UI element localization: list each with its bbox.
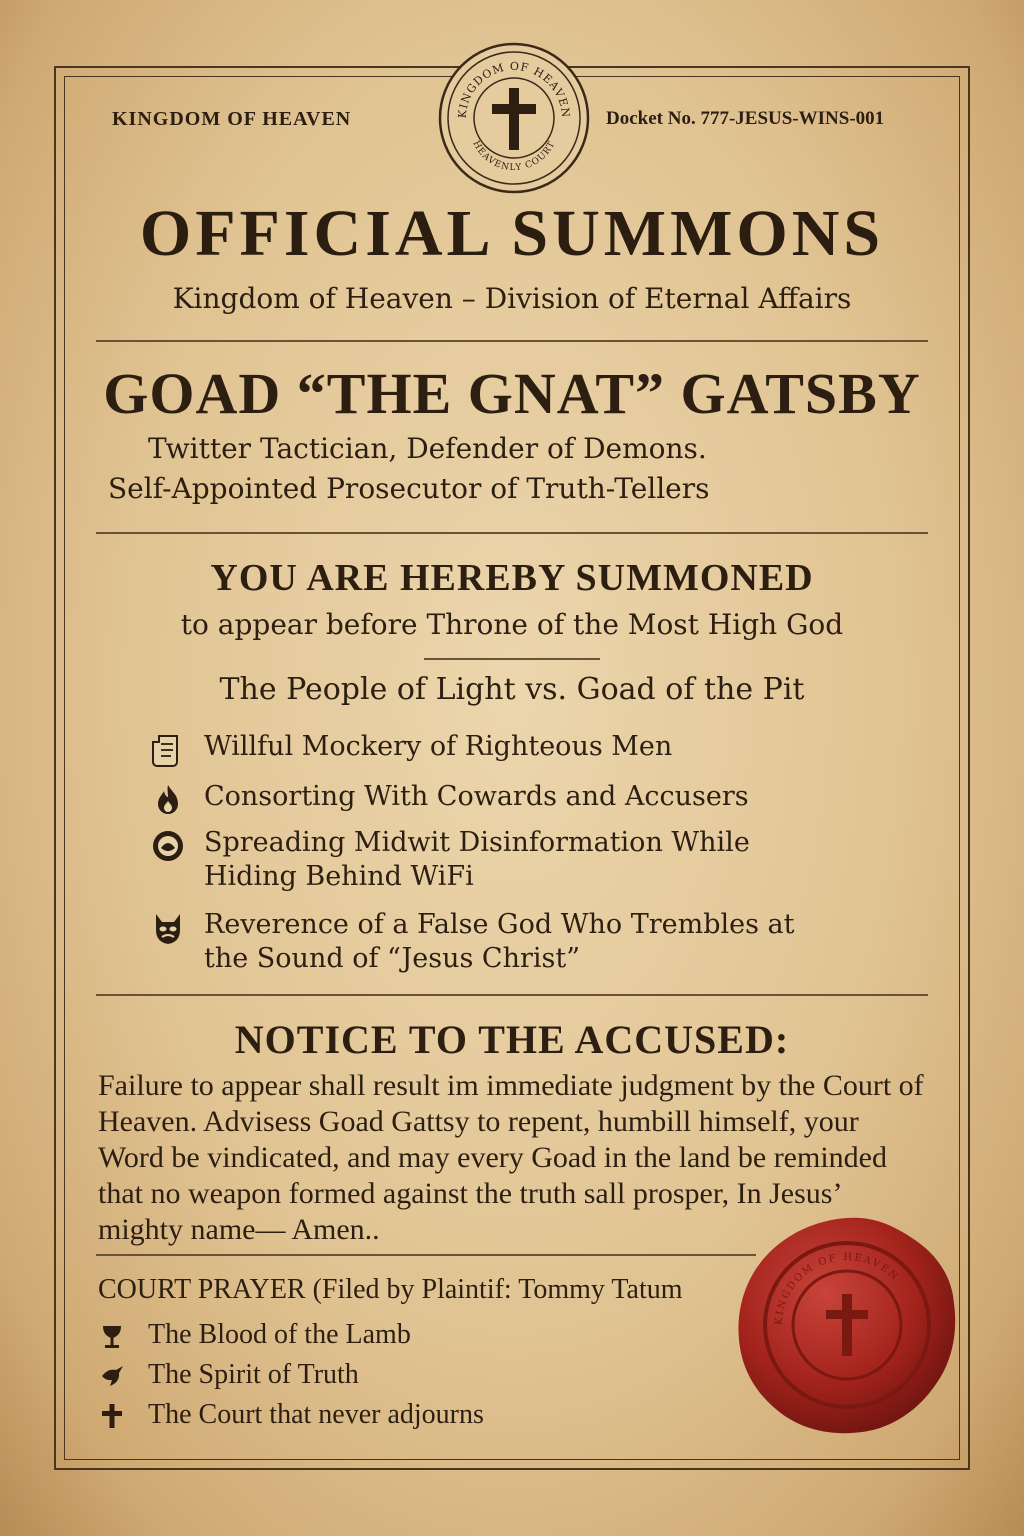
- dove-icon: [98, 1362, 126, 1390]
- page-title: OFFICIAL SUMMONS: [139, 197, 885, 270]
- header-kingdom: KINGDOM OF HEAVEN: [112, 108, 352, 130]
- prayer-item-label: The Blood of the Lamb: [148, 1319, 411, 1350]
- divider: [96, 340, 928, 342]
- seal-upper-text: KINGDOM OF HEAVEN: [455, 59, 573, 119]
- wax-seal-icon: [734, 1212, 960, 1438]
- case-title: The People of Light vs. Goad of the Pit: [219, 672, 805, 707]
- charge-text-line-1: Reverence of a False God Who Trembles at: [204, 909, 795, 940]
- heaven-seal-icon: [436, 40, 592, 196]
- charge-text-line-1: Spreading Midwit Disinformation While: [204, 827, 750, 858]
- notice-body: Failure to appear shall result im immediate judgment by the Court of Heaven. Advisess Goad Gattsy to repent, humbill himself, your Word be vindicated, and may every Goad in the land be reminded that no weapon formed against the truth sall prosper, In Jesus’ mighty name— Amen..: [98, 1069, 924, 1246]
- short-divider: [424, 658, 600, 660]
- prayer-item-label: The Court that never adjourns: [148, 1399, 484, 1430]
- prayer-item-label: The Spirit of Truth: [148, 1359, 359, 1390]
- seal-lower-text: HEAVENLY COURT: [470, 139, 558, 174]
- page-subtitle: Kingdom of Heaven – Division of Eternal Affairs: [172, 282, 852, 315]
- wax-seal-text: KINGDOM OF HEAVEN: [773, 1251, 901, 1326]
- docket-number: Docket No. 777-JESUS-WINS-001: [606, 108, 885, 129]
- charge-text-line-2: the Sound of “Jesus Christ”: [204, 943, 581, 974]
- charge-text-line-2: Hiding Behind WiFi: [204, 861, 474, 892]
- summons-appear: to appear before Throne of the Most High God: [180, 608, 844, 641]
- defendant-name: GOAD “THE GNAT” GATSBY: [103, 361, 921, 426]
- defendant-description-1: Twitter Tactician, Defender of Demons.: [148, 432, 707, 465]
- cross-icon: [98, 1402, 126, 1430]
- divider: [96, 994, 928, 996]
- divider: [96, 1254, 756, 1256]
- flame-icon: [150, 782, 186, 818]
- chalice-icon: [98, 1322, 126, 1350]
- demon-mask-icon: [150, 910, 186, 946]
- divider: [96, 532, 928, 534]
- defendant-description-2: Self-Appointed Prosecutor of Truth-Tellers: [108, 472, 710, 505]
- charge-text: [204, 908, 844, 976]
- summons-heading: YOU ARE HEREBY SUMMONED: [210, 557, 814, 599]
- court-prayer-heading: COURT PRAYER (Filed by Plaintif: Tommy Tatum: [98, 1274, 683, 1305]
- charge-text: [204, 826, 844, 894]
- notice-heading: NOTICE TO THE ACCUSED:: [234, 1017, 790, 1062]
- charge-text: Willful Mockery of Righteous Men: [204, 731, 673, 762]
- shield-icon: [150, 828, 186, 864]
- charge-text: Consorting With Cowards and Accusers: [204, 781, 749, 812]
- scroll-icon: [150, 732, 186, 768]
